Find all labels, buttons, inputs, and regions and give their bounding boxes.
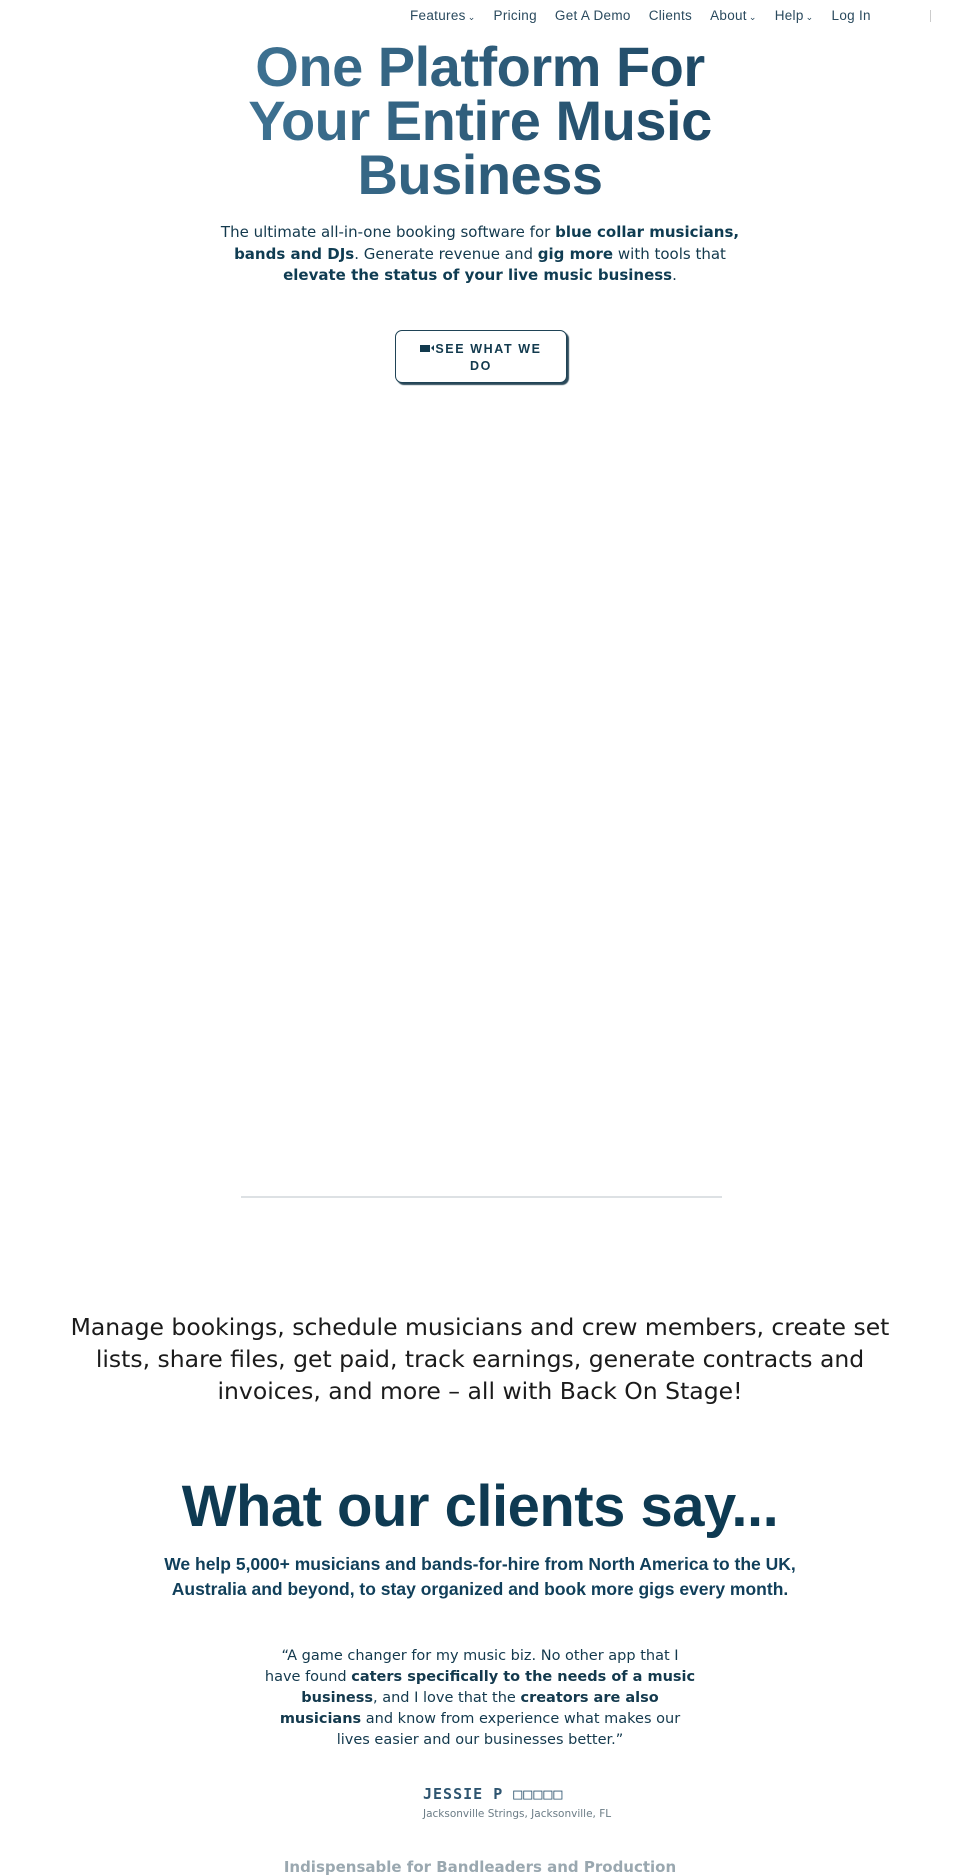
- nav-divider: [930, 10, 931, 22]
- nav-about[interactable]: About ⌄: [710, 8, 757, 23]
- testimonials-heading: What our clients say...: [181, 1474, 779, 1539]
- hero-subtitle: The ultimate all-in-one booking software for blue collar musicians, bands and DJs. Generate revenue and gig more with tools that elevate the status of your live music business.: [220, 223, 740, 284]
- nav-pricing[interactable]: Pricing: [493, 8, 537, 23]
- features-summary: Manage bookings, schedule musicians and crew members, create set lists, share files, get paid, track earnings, generate contracts and invoices, and more – all with Back On Stage!: [70, 1313, 890, 1405]
- testimonial-quote: “A game changer for my music biz. No other app that I have found caters specifically to the needs of a music business, and I love that the creators are also musicians and know from experience what makes our lives easier and our businesses better.”: [264, 1648, 696, 1748]
- see-what-we-do-button[interactable]: SEE WHAT WE DO: [395, 330, 567, 383]
- nav-get-a-demo[interactable]: Get A Demo: [554, 8, 631, 23]
- section-divider: [241, 1196, 722, 1198]
- main-nav: [410, 8, 871, 25]
- next-testimonial-heading: Indispensable for Bandleaders and Production: [283, 1858, 677, 1875]
- chevron-down-icon: ⌄: [748, 12, 757, 22]
- video-camera-icon: [420, 345, 430, 352]
- rating-stars-icon: □□□□□: [513, 1785, 564, 1803]
- hero-title: One Platform For Your Entire Music Business: [230, 40, 730, 202]
- testimonials-subheading: We help 5,000+ musicians and bands-for-hire from North America to the UK, Australia and beyond, to stay organized and book more gigs every month.: [164, 1554, 796, 1599]
- nav-clients[interactable]: Clients: [648, 8, 693, 23]
- testimonial-author: JESSIE P □□□□□: [423, 1785, 564, 1803]
- nav-help[interactable]: Help ⌄: [774, 8, 814, 23]
- nav-log-in[interactable]: Log In: [831, 8, 871, 23]
- chevron-down-icon: ⌄: [467, 12, 476, 22]
- nav-features[interactable]: Features ⌄: [410, 8, 476, 23]
- chevron-down-icon: ⌄: [805, 12, 814, 22]
- testimonial-location: Jacksonville Strings, Jacksonville, FL: [423, 1808, 612, 1820]
